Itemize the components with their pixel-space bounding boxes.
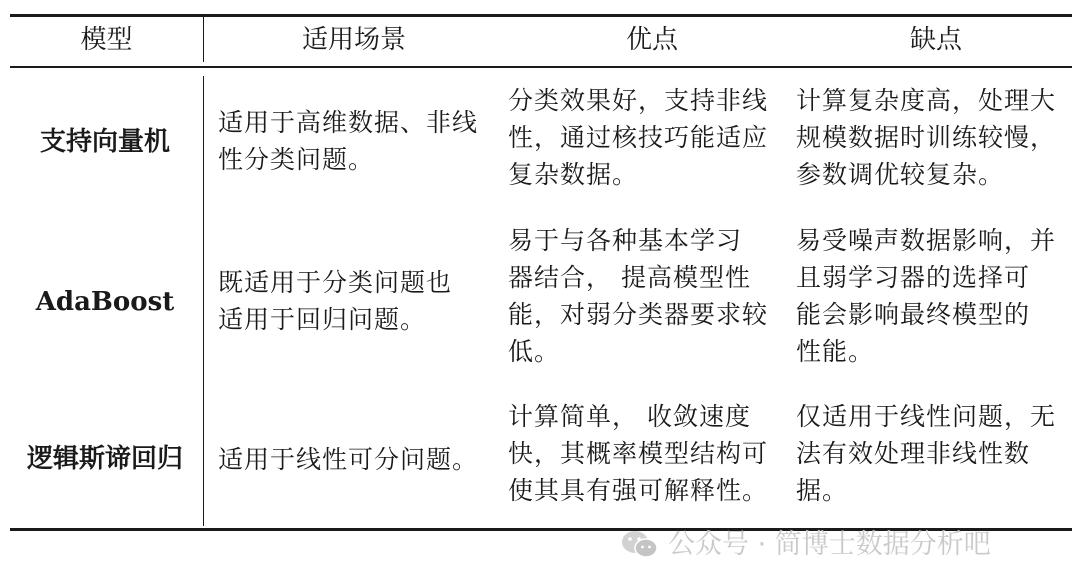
header-pros: 优点	[625, 25, 678, 55]
cons-line: 且弱学习器的选择可	[796, 263, 1031, 292]
scenario-cell	[218, 264, 452, 338]
cons-line: 性能。	[796, 337, 875, 366]
body-column-divider	[203, 76, 204, 526]
pros-line: 快，其概率模型结构可	[508, 439, 769, 468]
scenario-line: 适用于回归问题。	[218, 305, 427, 334]
cons-line: 计算复杂度高，处理大	[796, 86, 1057, 115]
cons-line: 仅适用于线性问题，无	[796, 402, 1057, 431]
model-name: 逻辑斯谛回归	[26, 444, 183, 474]
pros-cell	[508, 82, 768, 193]
cons-line: 易受噪声数据影响，并	[796, 226, 1057, 255]
watermark-text: 公众号 · 简博士数据分析吧	[668, 529, 991, 560]
scenario-line: 性分类问题。	[218, 145, 375, 174]
scenario-line: 适用于线性可分问题。	[218, 445, 479, 474]
scenario-cell	[218, 104, 478, 178]
cons-line: 法有效处理非线性数	[796, 439, 1031, 468]
cons-line: 规模数据时训练较慢，	[796, 123, 1057, 152]
pros-line: 分类效果好，支持非线	[508, 86, 769, 115]
cons-cell	[796, 222, 1056, 370]
cons-line: 能会影响最终模型的	[796, 300, 1031, 329]
table-header-rule	[10, 66, 1072, 68]
cons-cell	[796, 82, 1056, 193]
header-cons: 缺点	[909, 25, 962, 55]
pros-cell	[508, 398, 768, 509]
pros-cell	[508, 222, 768, 370]
cons-cell	[796, 398, 1056, 509]
watermark	[620, 528, 991, 562]
scenario-line: 既适用于分类问题也	[218, 268, 453, 297]
pros-line: 计算简单， 收敛速度	[508, 402, 751, 431]
cons-line: 参数调优较复杂。	[796, 160, 1005, 189]
model-name: AdaBoost	[35, 287, 175, 317]
pros-line: 能，对弱分类器要求较	[508, 300, 769, 329]
wechat-icon	[620, 529, 660, 561]
pros-line: 器结合， 提高模型性	[508, 263, 751, 292]
scenario-cell	[218, 441, 478, 478]
pros-line: 使其具有强可解释性。	[508, 476, 769, 505]
header-model: 模型	[80, 25, 133, 55]
scenario-line: 适用于高维数据、非线	[218, 108, 479, 137]
pros-line: 复杂数据。	[508, 160, 639, 189]
pros-line: 性，通过核技巧能适应	[508, 123, 769, 152]
cons-line: 据。	[796, 476, 849, 505]
header-scenario: 适用场景	[301, 25, 406, 55]
pros-line: 低。	[508, 337, 561, 366]
pros-line: 易于与各种基本学习	[508, 226, 743, 255]
model-name: 支持向量机	[39, 127, 170, 157]
table-top-rule	[10, 14, 1072, 17]
